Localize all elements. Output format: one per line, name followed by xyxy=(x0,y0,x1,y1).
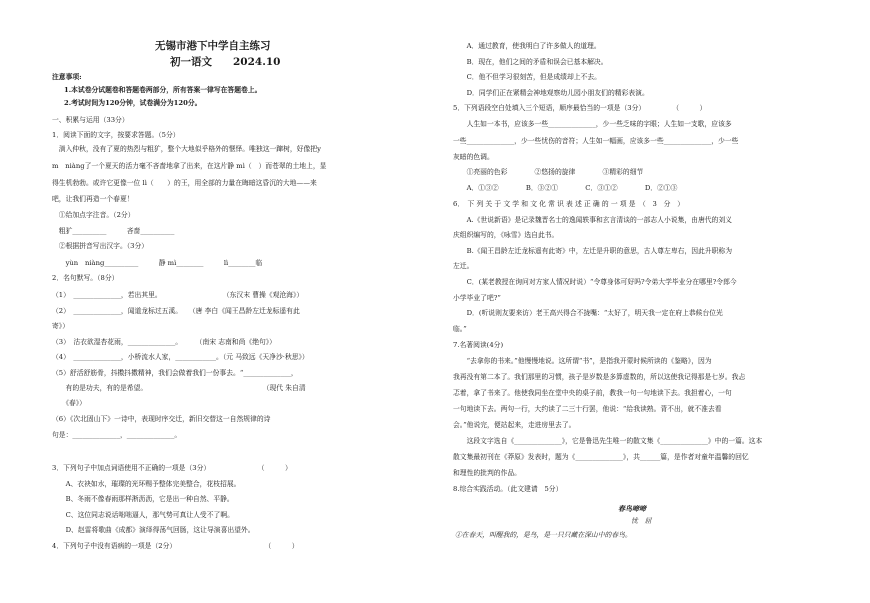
q4-stem: 4．下列句子中没有语病的一项是（2分） （ ） xyxy=(52,542,299,550)
q3-option: D、赵雷将歌曲《成都》演绎得荡气回肠，这让导演喜出望外。 xyxy=(52,526,255,534)
q2-stem: 2．名句默写。（8分） xyxy=(52,274,119,282)
q6-option-line: D．(听说则友要来访）老王高兴得合不拢嘴：“太好了，明天我一定在府上恭候台位光 xyxy=(453,309,723,317)
poem-title: 春鸟啼啼 xyxy=(618,504,646,513)
q6-option-line: 左迁。 xyxy=(453,262,474,270)
q5-answers: A．①③② B．③②① C．③①② D．②①③ xyxy=(453,184,678,192)
q3-option: B、冬雨不像春雨那样淅沥沥，它是出一种自然、平静。 xyxy=(52,495,234,503)
q6-option-line: 小学毕业了吧?” xyxy=(453,294,501,302)
q4-option: C．他不但学习很刻苦，但是成绩却上不去。 xyxy=(453,73,601,81)
q7-passage-line: 散文集最初刊在《莽原》发表时，题为《______________》，共______篇，是作者对童年温馨的回忆 xyxy=(453,453,749,461)
q5-stem: 5．下列语段空白处填入三个短语，顺序最恰当的一项是（3分） （ ） xyxy=(453,104,707,112)
q1-sub1-items: 粗犷__________ 吝啬__________ xyxy=(52,227,175,235)
q2-line: 寄》） xyxy=(52,322,69,330)
q2-line: （4） ______________，小桥流水人家，____________。（元 马致远《天净沙·秋思》） xyxy=(52,353,309,361)
notice-item: 2.考试时间为120分钟，试卷满分为120分。 xyxy=(64,99,202,107)
subject-line: 初一语文 2024.10 xyxy=(170,56,281,68)
q4-option: D．同学们正在紧精会神地观察幼儿园小朋友们的精彩表演。 xyxy=(453,89,649,97)
q1-sub2: ②根据拼音写出汉字。（3分） xyxy=(52,242,149,250)
q7-passage-line: 忑着，拿了书来了。他使我同坐在堂中央的桌子前，教我一句一句地读下去。我担着心，一句 xyxy=(453,389,732,397)
q6-option-line: 临。” xyxy=(453,325,467,333)
q2-line: 有的是功夫，有的是希望。 （现代 朱自清 xyxy=(52,384,306,392)
q2-line: 《春》） xyxy=(52,399,86,407)
q2-line: （3） 沽衣欲湿杏花雨，______________。 （南宋 志南和尚《绝句》） xyxy=(52,338,276,346)
q6-stem: 6． 下 列 关 于 文 学 和 文 化 常 识 表 述 正 确 的 一 项 是 （ 3 分 ） xyxy=(453,200,685,208)
q4-option: B．现在，他们之间的矛盾和误会已基本解决。 xyxy=(453,58,608,66)
q3-stem: 3．下列句子中加点词语使用不正确的一项是（3分） （ ） xyxy=(52,464,292,472)
q2-line: （5）舒活舒筋骨，抖擞抖擞精神，我们会做着我们一份事去。“______________， xyxy=(52,369,298,377)
q7-passage-line: 和理性的批判的作品。 xyxy=(453,469,521,477)
q3-option: C、这位同志说话咄咄逼人，那气势可真让人受不了啊。 xyxy=(52,511,234,519)
q5-passage-line: 人生如一本书，应该多一些______________，少一些乏味的字眼；人生如一支歌，应该多 xyxy=(453,120,732,128)
q7-stem: 7.名著阅读(4分) xyxy=(453,341,504,349)
q6-option-line: C．(某老教授在询问对方家人情况时说）“令尊身体可好吗?令弟大学毕业分在哪里?令郎今 xyxy=(453,278,737,286)
poem-line: ①在春天，叫醒我的，是鸟，是一只只藏在深山中的春鸟。 xyxy=(455,531,632,539)
q1-stem: 1．阅读下面的文字，按要求答题。（5分） xyxy=(52,131,180,139)
q7-passage-line: “去拿你的书来。”他慢慢地说。这所谓“书”，是指我开蒙时候所读的《鉴略》，因为 xyxy=(453,357,712,365)
q6-option-line: B.《闻王昌龄左迁龙标遥有此寄》中，左迁是升职的意思，古人尊左卑右，因此升职称为 xyxy=(453,247,733,255)
q5-choices: ①亮丽的色彩 ②悠扬的旋律 ③精彩的细节 xyxy=(453,168,644,176)
q6-option-line: 庆组织编写的，《咏雪》选自此书。 xyxy=(453,231,559,239)
q2-line: （2） ______________，闻道龙标过五溪。 （唐 李白《闻王昌龄左迁龙标遥有此 xyxy=(52,307,300,315)
q1-passage-line: 淌入仲秋，没有了夏的热烈与粗犷，整个大地似乎格外的惬怿。唯独这一蹿树，好像把y xyxy=(52,145,321,153)
q7-passage-line: 会。”他说完，便站起来，走进房里去了。 xyxy=(453,421,576,429)
q2-line: （6）《次北固山下》一诗中，表现时序交迁，新旧交替这一自然规律的诗 xyxy=(52,415,271,423)
q2-line: （1） ______________，若出其里。 （东汉末 曹操《观沧海》） xyxy=(52,291,304,299)
section-heading: 一、积累与运用（33分） xyxy=(52,116,129,124)
q4-option: A．通过教育，使我明白了许多做人的道理。 xyxy=(453,42,601,50)
q6-option-line: A.《世说新语》是记录魏晋名士的逸闻轶事和玄言清谈的一部志人小说集，由唐代的刘义 xyxy=(453,216,732,224)
school-title: 无锡市港下中学自主练习 xyxy=(155,40,271,52)
notice-heading: 注意事项: xyxy=(52,73,82,81)
poem-author: 忧 屈 xyxy=(631,517,652,525)
q1-passage-line: 吧，让我们再造一个春夏！ xyxy=(52,195,134,203)
notice-item: 1.本试卷分试题卷和答题卷两部分，所有答案一律写在答题卷上。 xyxy=(64,86,262,94)
q8-stem: 8.综合实践活动。（此文建请 5分） xyxy=(453,485,563,493)
q7-passage-line: 一句地读下去。两句一行，大约读了二三十行罢，他说：“给我读熟。背不出，就不准去看 xyxy=(453,405,722,413)
q5-passage-line: 灰暗的色调。 xyxy=(453,153,494,161)
q1-sub2-items: yùn niàng__________ 静 mì________ lì________临 xyxy=(52,259,263,267)
q1-passage-line: 得生机勃勃。或许它更像一位 lì（ ）的王，用全部的力量在晦暗这昏沉的大地——来 xyxy=(52,179,317,187)
q7-passage-line: 这段文字选自《______________》，它是鲁迅先生唯一的散文集《______________》中的一篇。这本 xyxy=(453,437,763,445)
q1-sub1: ①给加点字注音。（2分） xyxy=(52,211,135,219)
q2-line: 句是：______________，______________。 xyxy=(52,431,182,439)
q7-passage-line: 我再没有第二本了。我们那里的习惯，孩子是岁数是多算虚数的，所以这使我记得那是七岁。我忐 xyxy=(453,373,746,381)
q5-passage-line: 一些______________，少一些忧伤的音符；人生如一幅画，应该多一些______________，少一些 xyxy=(453,137,739,145)
q3-option: A、衣袂如水，璀璨的光环赐予整体完美整合，花枝招展。 xyxy=(52,480,241,488)
q1-passage-line: m niàng了一个夏天的活力毫不吝啬地拿了出来，在这片静 mì（ ）而苍翠的土地上，显 xyxy=(52,162,327,170)
